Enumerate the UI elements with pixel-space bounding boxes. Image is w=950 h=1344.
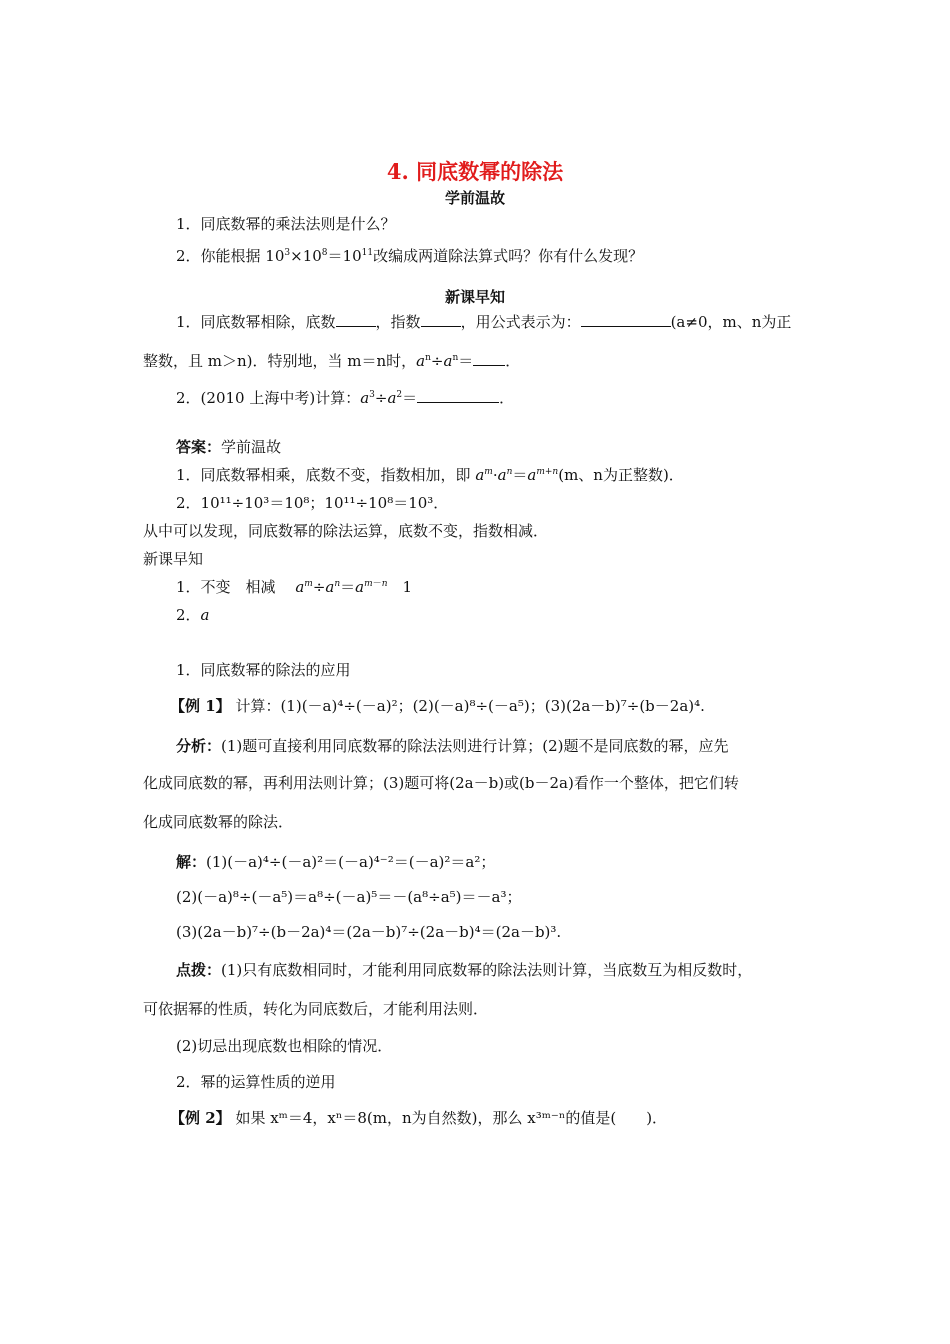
answer-3: 从中可以发现，同底数幂的除法运算，底数不变，指数相减． (143, 522, 549, 540)
new-question-1-line2: 整数，且 m＞n)．特别地，当 m＝n时，$a^n\div a^n=$ ． (143, 352, 521, 370)
section-heading-new: 新课早知 (444, 288, 505, 306)
new-question-2: 2．(2010 上海中考)计算：$a^3\div a^2=$ ． (176, 389, 515, 407)
review-question-2: 2．你能根据 $10^3\times 10^8=10^{11}$改编成两道除法算式吗？你有什么发现？ (176, 247, 644, 265)
new-question-1-line1: 1．同底数幂相除，底数 ，指数 ，用公式表示为： (a≠0，m、n为正 (176, 313, 792, 331)
solution-line-3: (3)(2a－b)⁷÷(b－2a)⁴＝(2a－b)⁷÷(2a－b)⁴＝(2a－b)³. (176, 923, 562, 941)
answer-5: 1．不变 相减 $a^m\div a^n=a^{m-n}$ 1 (176, 578, 413, 596)
answer-1: 1．同底数幂相乘，底数不变，指数相加，即 $a^m\cdot a^n=a^{m+n}(m$、n为正整数)． (176, 466, 684, 484)
tip-line-1: 点拨：(1)只有底数相同时，才能利用同底数幂的除法法则计算，当底数互为相反数时， (176, 961, 753, 979)
topic-1-heading: 1．同底数幂的除法的应用 (176, 661, 351, 679)
answer-6: 2．a (176, 606, 210, 624)
analysis-line-3: 化成同底数幂的除法． (143, 813, 294, 831)
answer-2: 2．10¹¹÷10³＝10⁸；10¹¹÷10⁸＝10³． (176, 494, 449, 512)
analysis-line-2: 化成同底数的幂，再利用法则计算；(3)题可将(2a－b)或(b－2a)看作一个整体，把它们转 (143, 774, 739, 792)
solution-line-2: (2)(－a)⁸÷(－a⁵)＝a⁸÷(－a)⁵＝－(a⁸÷a⁵)＝－a³； (176, 888, 522, 906)
tip-line-2: 可依据幂的性质，转化为同底数后，才能利用法则． (143, 1000, 489, 1018)
section-heading-review: 学前温故 (444, 189, 505, 207)
topic-2-heading: 2．幂的运算性质的逆用 (176, 1073, 336, 1091)
answer-4: 新课早知 (143, 550, 204, 568)
answers-heading: 答案：学前温故 (176, 438, 282, 456)
example-1: 【例 1】 计算：(1)(－a)⁴÷(－a)²；(2)(－a)⁸÷(－a⁵)；(3)(2a－b)⁷÷(b－2a)⁴. (170, 697, 705, 715)
solution-line-1: 解：(1)(－a)⁴÷(－a)²＝(－a)⁴⁻²＝(－a)²＝a²； (176, 853, 496, 871)
example-2: 【例 2】 如果 xᵐ＝4，xⁿ＝8(m，n为自然数)，那么 x³ᵐ⁻ⁿ的值是( )． (170, 1109, 668, 1127)
analysis-line-1: 分析：(1)题可直接利用同底数幂的除法法则进行计算；(2)题不是同底数的幂，应先 (176, 737, 729, 755)
review-question-1: 1．同底数幂的乘法法则是什么？ (176, 215, 396, 233)
page-title: 4. 同底数幂的除法 (386, 159, 564, 184)
tip-line-3: (2)切忌出现底数也相除的情况． (176, 1037, 393, 1055)
